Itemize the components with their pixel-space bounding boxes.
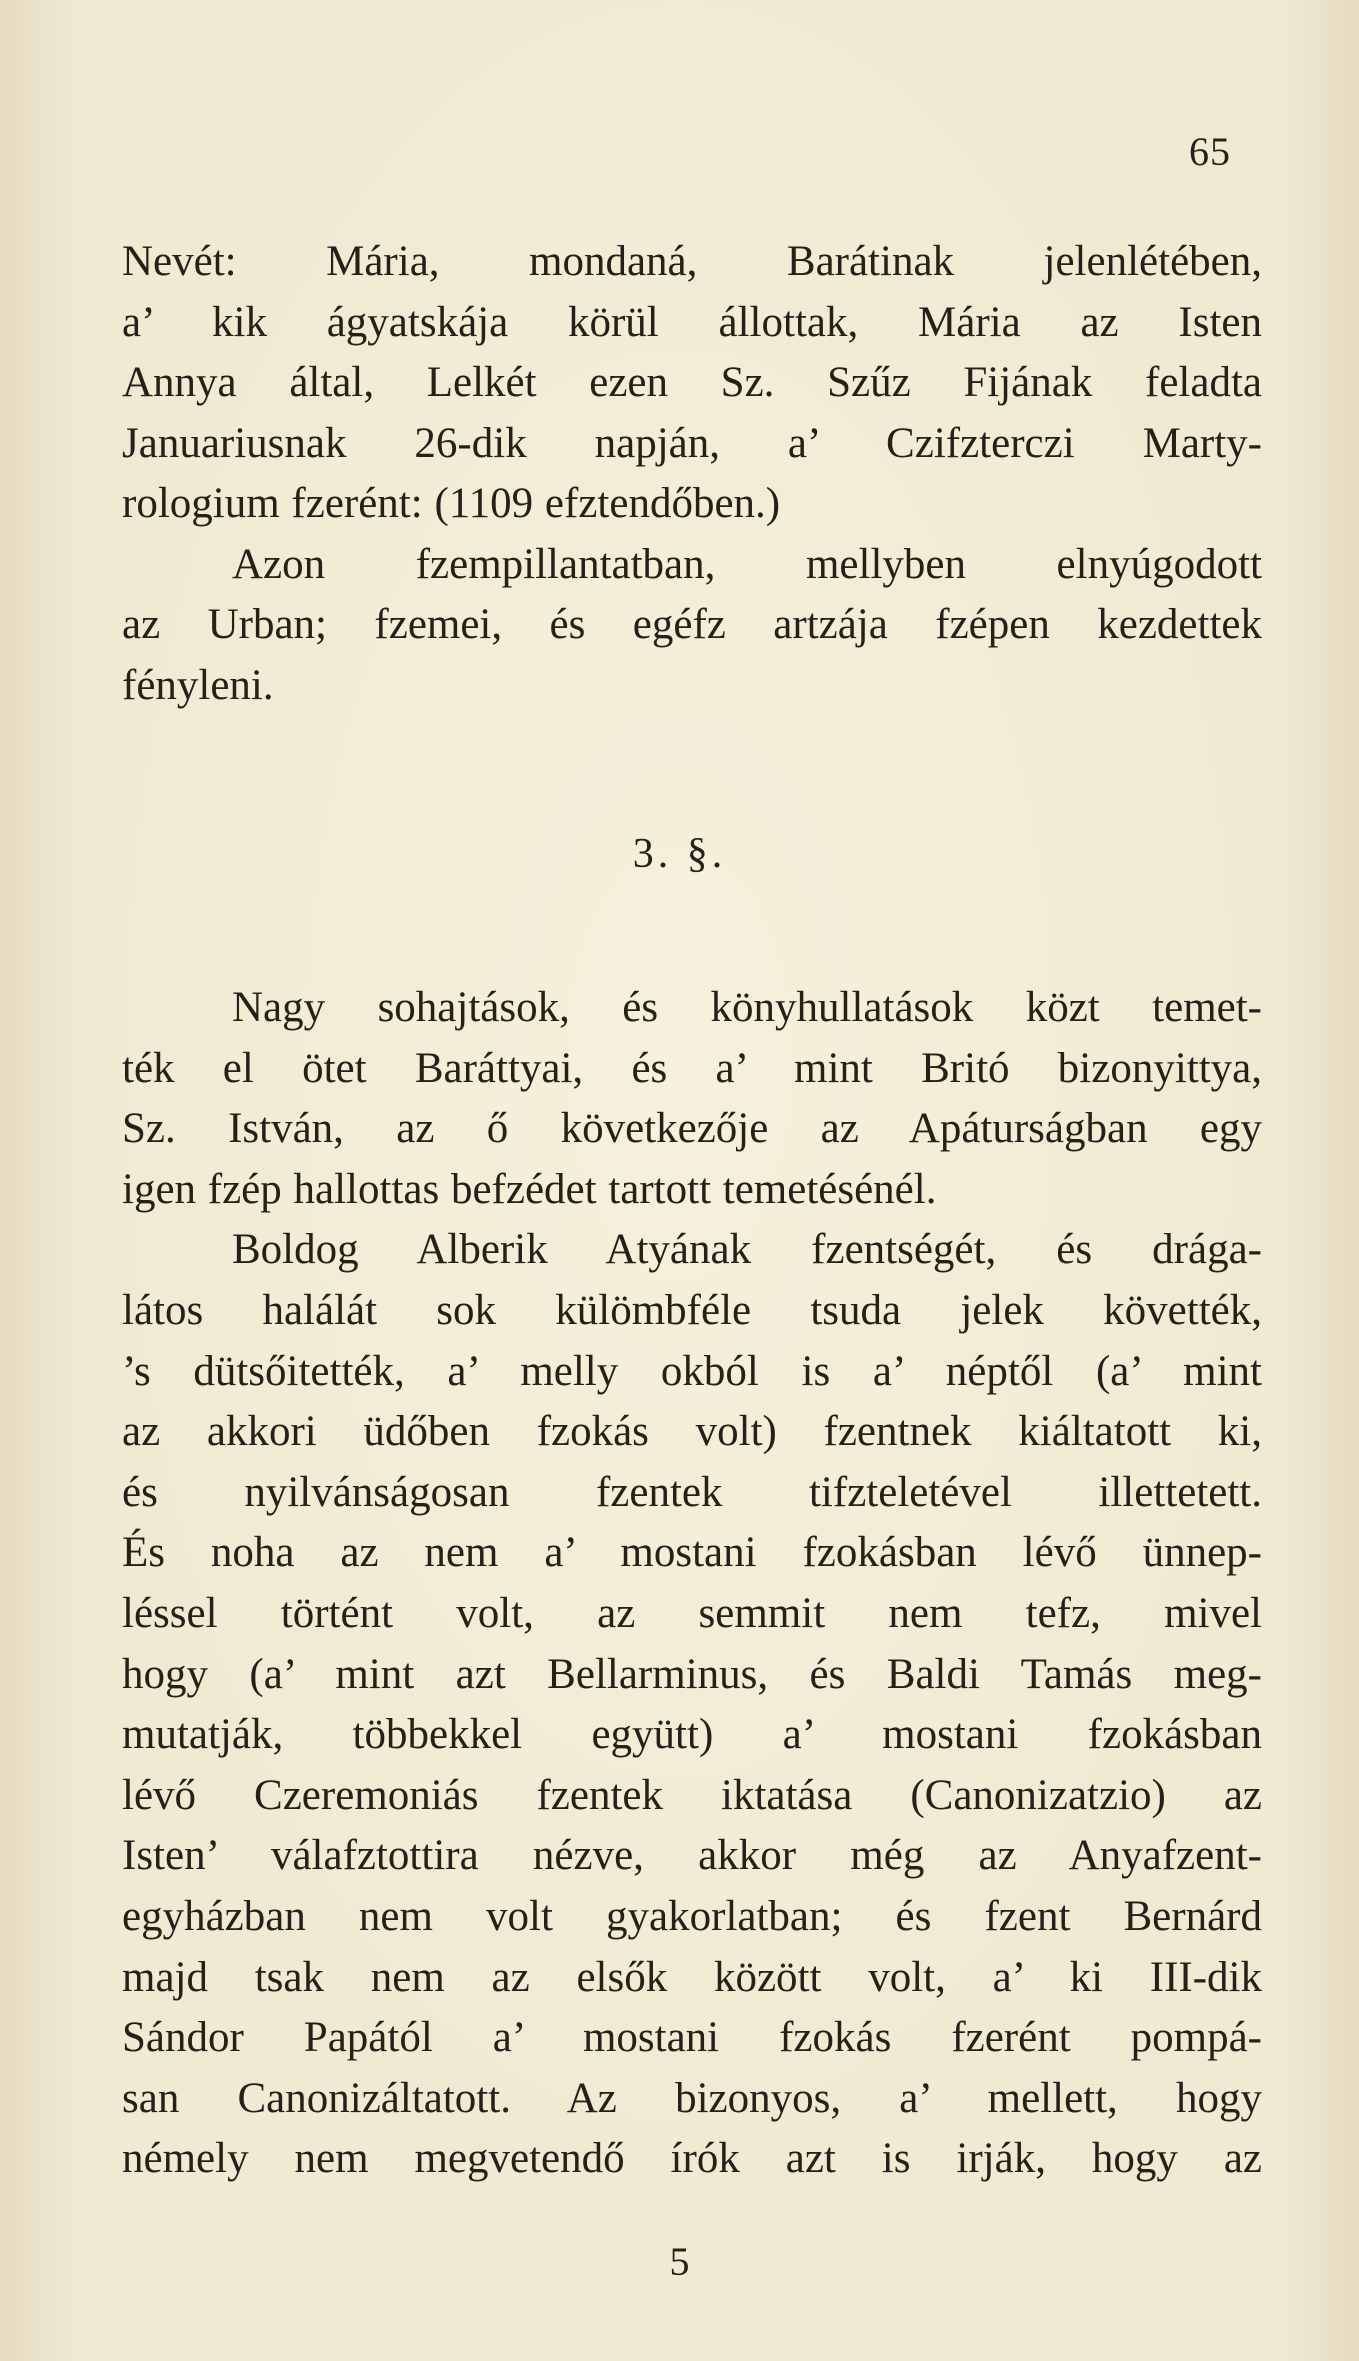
text-line: lévő Czeremoniás fzentek iktatása (Canonizatzio) az bbox=[122, 1771, 1262, 1819]
text-line: léssel történt volt, az semmit nem tefz, mivel bbox=[122, 1589, 1262, 1637]
text-line: Januariusnak 26-dik napján, a’ Czifzterczi Marty- bbox=[122, 419, 1262, 467]
text-line: san Canonizáltatott. Az bizonyos, a’ mellett, hogy bbox=[122, 2074, 1262, 2122]
text-line: Nagy sohajtások, és könyhullatások közt temet- bbox=[232, 984, 1262, 1031]
paragraph-2 bbox=[122, 978, 1262, 2190]
text-line: az Urban; fzemei, és egéfz artzája fzépen kezdettek bbox=[122, 601, 1262, 648]
text-line: Isten’ válafztottira nézve, akkor még az Anyafzent- bbox=[122, 1832, 1262, 1880]
text-line: És noha az nem a’ mostani fzokásban lévő ünnep- bbox=[122, 1529, 1262, 1577]
page-number: 65 bbox=[1189, 129, 1231, 174]
text-line: látos halálát sok külömbféle tsuda jelek követték, bbox=[122, 1286, 1262, 1334]
text-line: fényleni. bbox=[122, 661, 274, 709]
text-line: Annya által, Lelkét ezen Sz. Szűz Fijának feladta bbox=[122, 359, 1262, 406]
paragraph-1 bbox=[122, 232, 1262, 716]
text-line: Boldog Alberik Atyának fzentségét, és drága- bbox=[232, 1226, 1262, 1274]
text-line: hogy (a’ mint azt Bellarminus, és Baldi Tamás meg- bbox=[122, 1650, 1262, 1698]
text-line: rologium fzerént: (1109 efztendőben.) bbox=[122, 480, 781, 527]
text-line: Sz. István, az ő következője az Apáturságban egy bbox=[122, 1105, 1262, 1153]
section-heading: 3. §. bbox=[632, 831, 727, 877]
text-line: igen fzép hallottas befzédet tartott temetésénél. bbox=[122, 1165, 937, 1213]
text-line: Nevét: Mária, mondaná, Barátinak jelenlétében, bbox=[122, 238, 1262, 285]
text-line: a’ kik ágyatskája körül állottak, Mária az Isten bbox=[122, 298, 1262, 346]
signature-mark: 5 bbox=[669, 2239, 690, 2284]
text-line: az akkori üdőben fzokás volt) fzentnek kiáltatott ki, bbox=[122, 1408, 1262, 1456]
text-line: mutatják, többekkel együtt) a’ mostani fzokásban bbox=[122, 1711, 1262, 1759]
text-line: ’s dütsőitették, a’ melly okból is a’ néptől (a’ mint bbox=[122, 1347, 1262, 1395]
text-line: némely nem megvetendő írók azt is irják, hogy az bbox=[122, 2135, 1262, 2183]
text-line: és nyilvánságosan fzentek tifzteletével illettetett. bbox=[122, 1468, 1262, 1516]
text-line: ték el ötet Baráttyai, és a’ mint Britó bizonyittya, bbox=[122, 1044, 1262, 1092]
text-line: Azon fzempillantatban, mellyben elnyúgodott bbox=[232, 540, 1262, 588]
text-line: Sándor Papától a’ mostani fzokás fzerént pompá- bbox=[122, 2014, 1262, 2062]
text-line: majd tsak nem az elsők között volt, a’ ki III-dik bbox=[122, 1953, 1262, 2001]
text-line: egyházban nem volt gyakorlatban; és fzent Bernárd bbox=[122, 1892, 1262, 1940]
